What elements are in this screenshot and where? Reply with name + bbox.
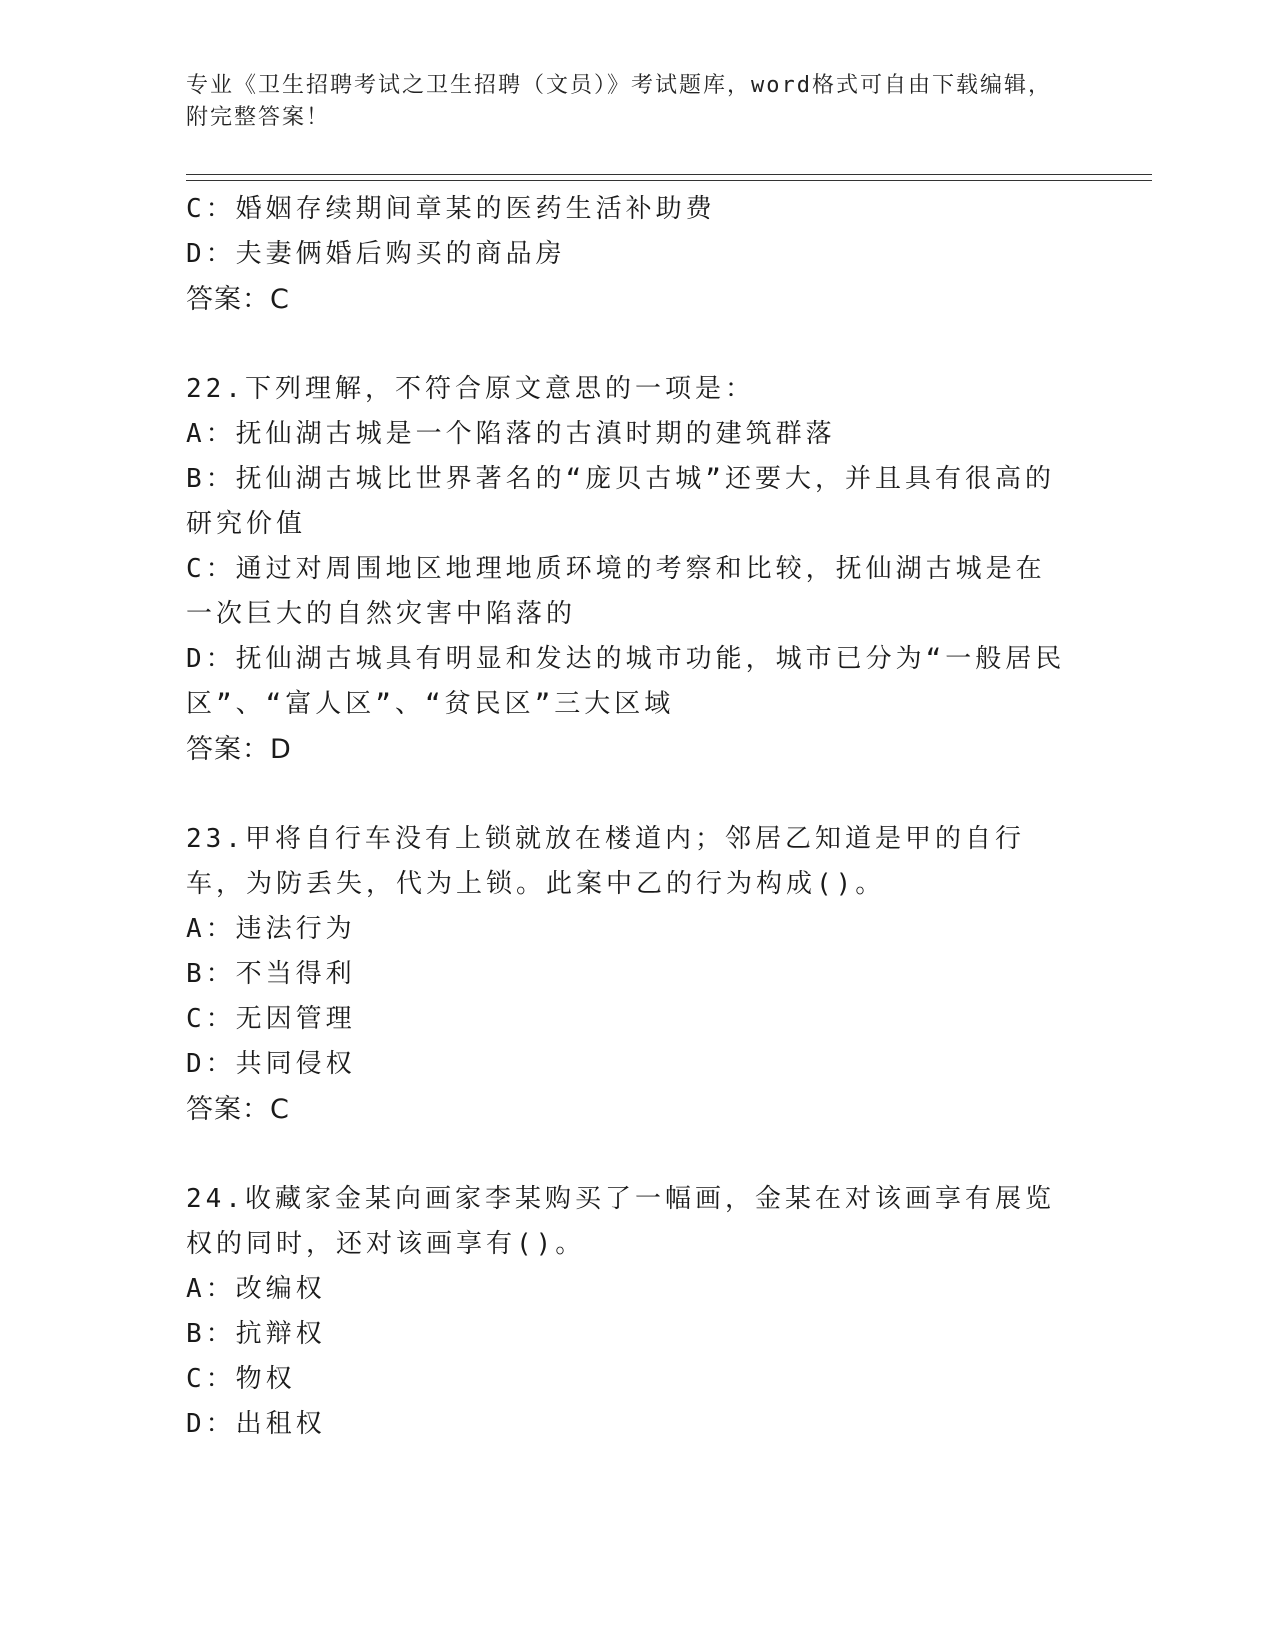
option-d: D：出租权 [186,1409,326,1439]
option-d: D：抚仙湖古城具有明显和发达的城市功能，城市已分为“一般居民区”、“富人区”、“贫民区”三大区域 [186,644,1066,719]
question-list [186,187,1066,1447]
question-text: 24.收藏家金某向画家李某购买了一幅画，金某在对该画享有展览权的同时，还对该画享有()。 [186,1184,1055,1259]
option-b: B：不当得利 [186,959,356,989]
option-a: A：改编权 [186,1274,326,1304]
option-a: A：抚仙湖古城是一个陷落的古滇时期的建筑群落 [186,419,836,449]
question-text: 22.下列理解，不符合原文意思的一项是： [186,374,755,404]
header-divider-top [186,174,1152,175]
question-block-21 [186,187,1066,322]
option-c: C：无因管理 [186,1004,356,1034]
question-block-24 [186,1177,1066,1447]
option-d: D：共同侵权 [186,1049,356,1079]
block-spacer [186,1132,1066,1177]
block-spacer [186,322,1066,367]
answer-text: 答案：D [186,734,292,765]
option-d: D：夫妻俩婚后购买的商品房 [186,239,566,269]
question-block-22 [186,367,1066,772]
option-c: C：婚姻存续期间章某的医药生活补助费 [186,194,716,224]
option-c: C：通过对周围地区地理地质环境的考察和比较，抚仙湖古城是在一次巨大的自然灾害中陷落的 [186,554,1046,629]
header-divider-bottom [186,180,1152,181]
answer-text: 答案：C [186,284,290,315]
block-spacer [186,772,1066,817]
question-text: 23.甲将自行车没有上锁就放在楼道内；邻居乙知道是甲的自行车，为防丢失，代为上锁。此案中乙的行为构成()。 [186,824,1025,899]
option-a: A：违法行为 [186,914,356,944]
document-header: 专业《卫生招聘考试之卫生招聘（文员）》考试题库，word格式可自由下载编辑，附完整答案！ [186,73,1052,130]
option-c: C：物权 [186,1364,296,1394]
answer-text: 答案：C [186,1094,290,1125]
question-block-23 [186,817,1066,1132]
option-b: B：抗辩权 [186,1319,326,1349]
option-b: B：抚仙湖古城比世界著名的“庞贝古城”还要大，并且具有很高的研究价值 [186,464,1055,539]
